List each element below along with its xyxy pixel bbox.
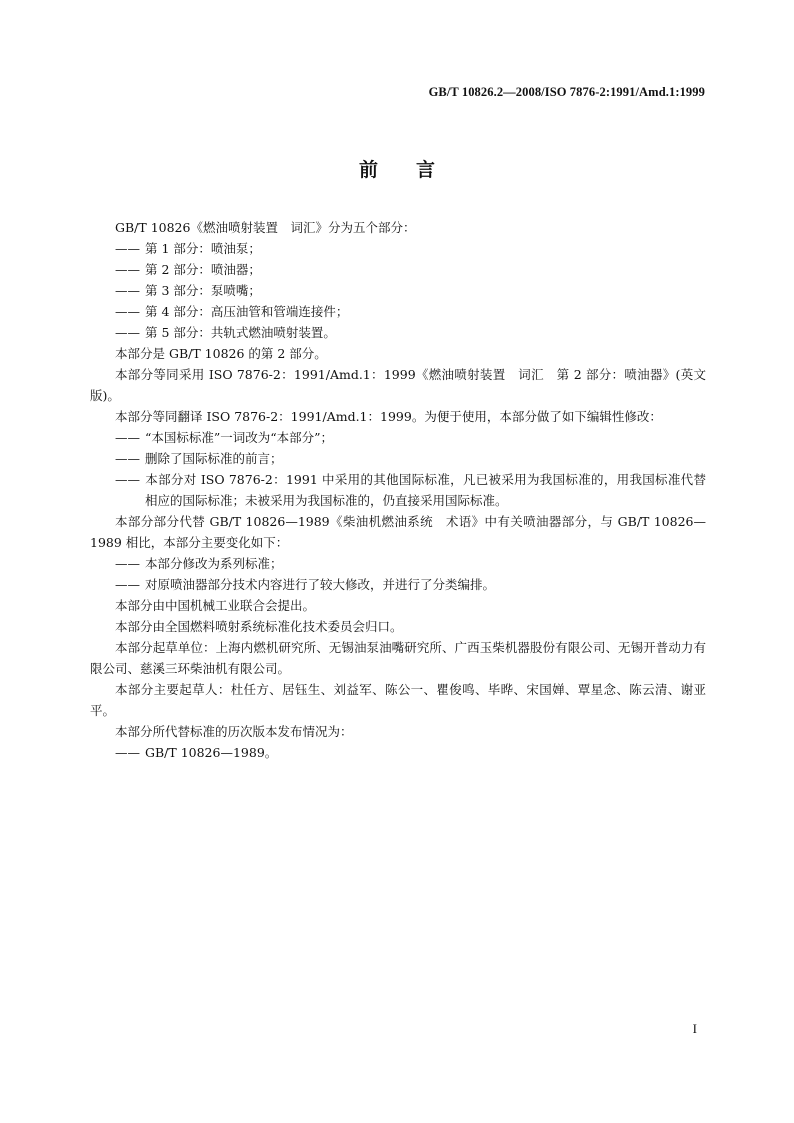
- dash-mark: ——: [115, 262, 140, 277]
- dash-item: [90, 574, 706, 595]
- dash-item-text: 第 1 部分：喷油泵；: [145, 241, 261, 256]
- dash-mark: ——: [115, 304, 140, 319]
- dash-item: [90, 553, 706, 574]
- dash-item-text: “本国标标准”一词改为“本部分”；: [145, 430, 334, 445]
- page-header-code: GB/T 10826.2—2008/ISO 7876-2:1991/Amd.1:1999: [428, 85, 705, 99]
- dash-item: [90, 280, 706, 301]
- dash-item: [90, 301, 706, 322]
- dash-mark: ——: [115, 241, 140, 256]
- paragraph: 本部分是 GB/T 10826 的第 2 部分。: [115, 346, 327, 361]
- dash-item-text: 删除了国际标准的前言；: [145, 451, 283, 466]
- paragraph: 本部分等同翻译 ISO 7876-2：1991/Amd.1：1999。为便于使用，本部分做了如下编辑性修改：: [115, 409, 662, 424]
- dash-item-text: GB/T 10826—1989。: [145, 745, 278, 760]
- dash-item: [90, 448, 706, 469]
- dash-item: [90, 259, 706, 280]
- dash-mark: ——: [115, 430, 140, 445]
- dash-item: [90, 742, 706, 763]
- dash-item: [90, 238, 706, 259]
- foreword-content: [90, 217, 706, 763]
- paragraph: 本部分所代替标准的历次版本发布情况为：: [115, 724, 353, 739]
- paragraph: 本部分起草单位：上海内燃机研究所、无锡油泵油嘴研究所、广西玉柴机器股份有限公司、无锡开普动力有限公司、慈溪三环柴油机有限公司。: [90, 640, 706, 676]
- dash-mark: ——: [115, 451, 140, 466]
- paragraph: 本部分等同采用 ISO 7876-2：1991/Amd.1：1999《燃油喷射装置 词汇 第 2 部分：喷油器》(英文版)。: [90, 367, 706, 403]
- page-title: 前言: [358, 159, 473, 181]
- dash-item-text: 本部分修改为系列标准；: [145, 556, 283, 571]
- dash-item-text: 第 2 部分：喷油器；: [145, 262, 261, 277]
- dash-item-text: 本部分对 ISO 7876-2：1991 中采用的其他国际标准，凡已被采用为我国标准的，用我国标准代替相应的国际标准；未被采用为我国标准的，仍直接采用国际标准。: [145, 472, 706, 508]
- dash-item-text: 对原喷油器部分技术内容进行了较大修改，并进行了分类编排。: [145, 577, 496, 592]
- dash-mark: ——: [115, 283, 140, 298]
- dash-mark: ——: [115, 577, 140, 592]
- paragraph: 本部分主要起草人：杜任方、居钰生、刘益军、陈公一、瞿俊鸣、毕晔、宋国婵、覃星念、陈云清、谢亚平。: [90, 682, 706, 718]
- dash-mark: ——: [115, 556, 140, 571]
- paragraph: 本部分部分代替 GB/T 10826—1989《柴油机燃油系统 术语》中有关喷油器部分，与 GB/T 10826—1989 相比，本部分主要变化如下：: [90, 514, 706, 550]
- dash-mark: ——: [115, 325, 140, 340]
- dash-item: [90, 427, 706, 448]
- paragraph: 本部分由中国机械工业联合会提出。: [115, 598, 316, 613]
- dash-mark: ——: [115, 745, 140, 760]
- dash-item-text: 第 4 部分：高压油管和管端连接件；: [145, 304, 349, 319]
- dash-mark: ——: [115, 472, 140, 487]
- dash-item: [90, 322, 706, 343]
- dash-item-text: 第 5 部分：共轨式燃油喷射装置。: [145, 325, 336, 340]
- dash-item-text: 第 3 部分：泵喷嘴；: [145, 283, 261, 298]
- paragraph: GB/T 10826《燃油喷射装置 词汇》分为五个部分：: [115, 220, 416, 235]
- paragraph: 本部分由全国燃料喷射系统标准化技术委员会归口。: [115, 619, 403, 634]
- dash-item: [90, 469, 706, 511]
- page-number: I: [692, 1021, 697, 1036]
